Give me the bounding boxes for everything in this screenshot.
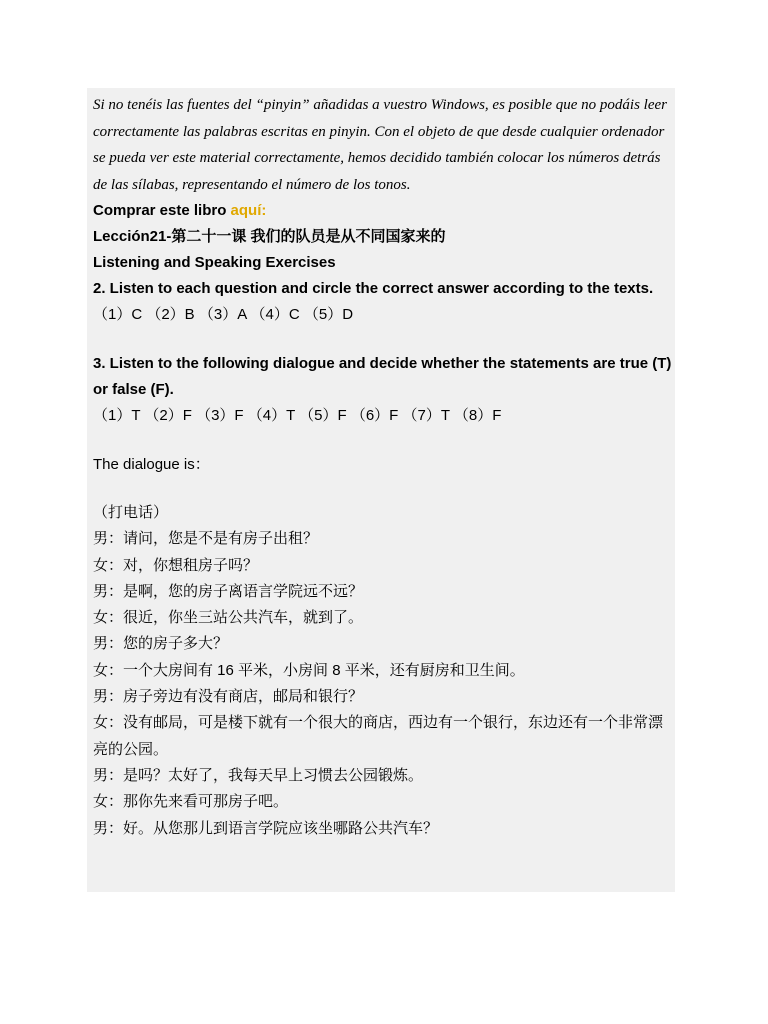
dialogue-line: [93, 605, 675, 631]
spacer: [93, 478, 675, 500]
spacer: [93, 429, 675, 452]
speaker: 女：: [93, 609, 124, 627]
buy-book-link[interactable]: aquí:: [230, 202, 267, 219]
speaker: 女：: [93, 661, 124, 679]
utterance: 没有邮局，可是楼下就有一个很大的商店，西边有一个银行，东边还有一个非常漂亮的公园。: [93, 714, 664, 758]
dialogue-line: [93, 710, 675, 763]
spacer: [93, 328, 675, 351]
speaker: 男：: [93, 819, 124, 837]
dialogue-context: （打电话）: [93, 504, 169, 521]
utterance: 房子旁边有没有商店，邮局和银行？: [123, 688, 364, 706]
speaker: 男：: [93, 766, 124, 784]
speaker: 男：: [93, 635, 124, 653]
utterance: 对，你想租房子吗？: [123, 556, 259, 574]
speaker: 女：: [93, 556, 124, 574]
dialogue-line: [93, 631, 675, 657]
speaker: 男：: [93, 530, 124, 548]
question-2: 2. Listen to each question and circle the correct answer according to the texts.: [93, 280, 654, 297]
pinyin-notice: Si no tenéis las fuentes del “pinyin” añadidas a vuestro Windows, es posible que no podáis leer correctamente las palabras escritas en pinyin. Con el objeto de que desde cualquier ordenador se pueda ver este material correctamente, hemos decidido también colocar los números detrás de las sílabas, representando el número de los tonos.: [93, 97, 667, 193]
utterance: 请问，您是不是有房子出租？: [123, 530, 319, 548]
answers-3: （1）T （2）F （3）F （4）T （5）F （6）F （7）T （8）F: [93, 407, 502, 424]
speaker: 男：: [93, 688, 124, 706]
dialogue-line: [93, 579, 675, 605]
buy-book-line: [93, 198, 675, 224]
utterance: 您的房子多大？: [123, 635, 229, 653]
utterance: 好。从您那儿到语言学院应该坐哪路公共汽车？: [123, 819, 439, 837]
answers-2: （1）C （2）B （3）A （4）C （5）D: [93, 306, 354, 323]
section-title: Listening and Speaking Exercises: [93, 254, 336, 271]
dialogue-line: [93, 553, 675, 579]
utterance: 那你先来看可那房子吧。: [123, 793, 289, 811]
document-content: [93, 92, 675, 842]
dialogue-line: [93, 789, 675, 815]
dialogue-line: [93, 526, 675, 552]
buy-book-label: Comprar este libro: [93, 202, 231, 219]
question-3: 3. Listen to the following dialogue and decide whether the statements are true (T) or false (F).: [93, 355, 672, 398]
dialogue-line: [93, 684, 675, 710]
dialogue-intro: The dialogue is：: [93, 456, 210, 473]
dialogue-list: [93, 526, 675, 842]
utterance: 是吗？太好了，我每天早上习惯去公园锻炼。: [123, 766, 424, 784]
lesson-title: Lección21-第二十一课 我们的队员是从不同国家来的: [93, 228, 446, 245]
speaker: 女：: [93, 714, 124, 732]
utterance: 很近，你坐三站公共汽车，就到了。: [123, 609, 364, 627]
utterance: 一个大房间有 16 平米，小房间 8 平米，还有厨房和卫生间。: [123, 661, 525, 679]
dialogue-line: [93, 816, 675, 842]
dialogue-line: [93, 658, 675, 684]
speaker: 男：: [93, 582, 124, 600]
speaker: 女：: [93, 793, 124, 811]
utterance: 是啊，您的房子离语言学院远不远？: [123, 582, 364, 600]
dialogue-line: [93, 763, 675, 789]
